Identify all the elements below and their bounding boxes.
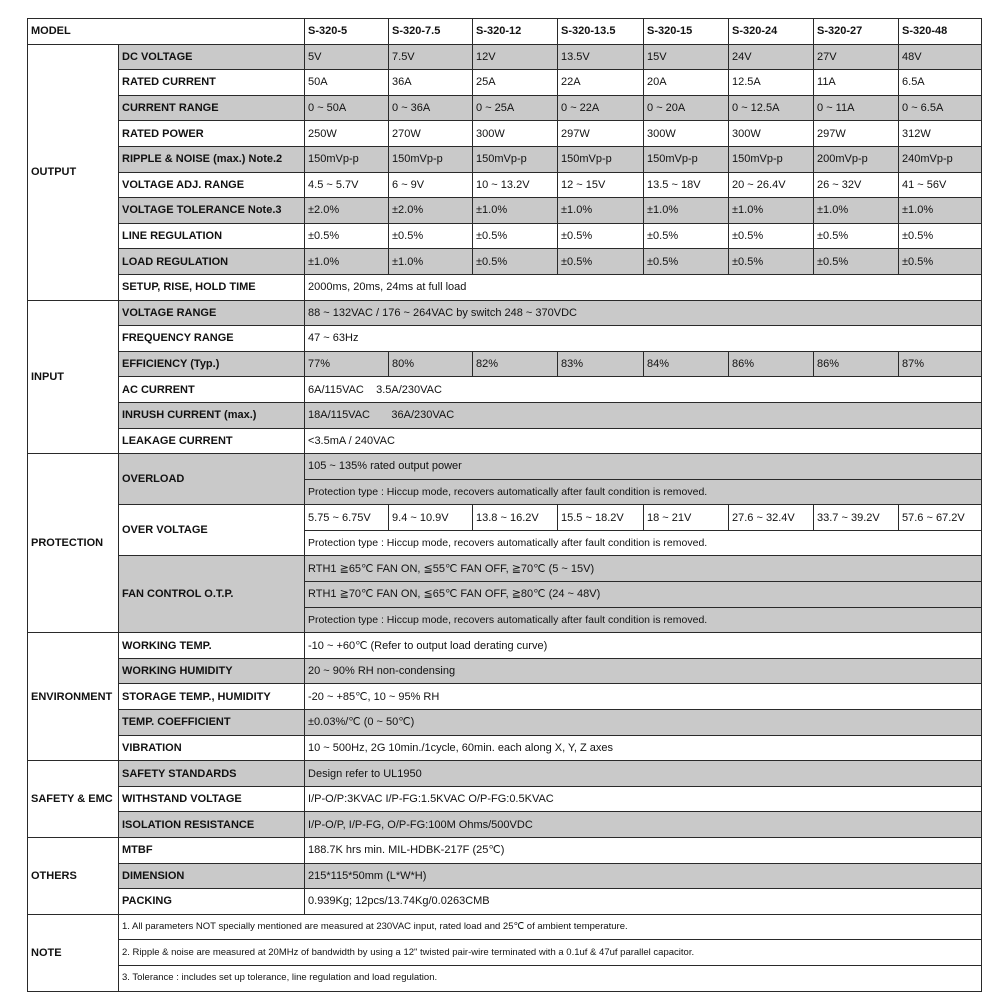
value-cell: 36A <box>389 70 473 96</box>
param-label: AC CURRENT <box>119 377 305 403</box>
value-cell: 312W <box>899 121 982 147</box>
row-setup-rise-hold <box>28 274 982 300</box>
param-label: RATED CURRENT <box>119 70 305 96</box>
value-cell: 0.939Kg; 12pcs/13.74Kg/0.0263CMB <box>305 889 982 915</box>
param-label: FAN CONTROL O.T.P. <box>119 556 305 633</box>
param-label: INRUSH CURRENT (max.) <box>119 402 305 428</box>
value-cell: Protection type : Hiccup mode, recovers automatically after fault condition is removed. <box>305 479 982 505</box>
value-cell: 27V <box>814 44 899 70</box>
row-temp-coefficient <box>28 710 982 736</box>
row-packing <box>28 889 982 915</box>
value-cell: ±0.5% <box>644 223 729 249</box>
param-label: MTBF <box>119 838 305 864</box>
row-dimension <box>28 863 982 889</box>
param-label: ISOLATION RESISTANCE <box>119 812 305 838</box>
category-safety-emc: SAFETY & EMC <box>28 761 119 838</box>
row-storage <box>28 684 982 710</box>
param-label: FREQUENCY RANGE <box>119 326 305 352</box>
value-cell: 84% <box>644 351 729 377</box>
value-cell: 27.6 ~ 32.4V <box>729 505 814 531</box>
row-note-3 <box>28 965 982 991</box>
value-cell: 13.5 ~ 18V <box>644 172 729 198</box>
value-cell: 11A <box>814 70 899 96</box>
category-protection: PROTECTION <box>28 454 119 633</box>
value-cell: 26 ~ 32V <box>814 172 899 198</box>
model-cell: S-320-15 <box>644 19 729 45</box>
value-cell: -20 ~ +85℃, 10 ~ 95% RH <box>305 684 982 710</box>
value-cell: ±1.0% <box>558 198 644 224</box>
model-cell: S-320-24 <box>729 19 814 45</box>
value-cell: 80% <box>389 351 473 377</box>
param-label: PACKING <box>119 889 305 915</box>
value-cell: 105 ~ 135% rated output power <box>305 454 982 480</box>
note-item: 3. Tolerance : includes set up tolerance, line regulation and load regulation. <box>119 965 982 991</box>
model-label: MODEL <box>28 19 305 45</box>
value-cell: 300W <box>473 121 558 147</box>
value-cell: 24V <box>729 44 814 70</box>
param-label: LINE REGULATION <box>119 223 305 249</box>
value-cell: 47 ~ 63Hz <box>305 326 982 352</box>
value-cell: 150mVp-p <box>644 146 729 172</box>
value-cell: 10 ~ 500Hz, 2G 10min./1cycle, 60min. each along X, Y, Z axes <box>305 735 982 761</box>
value-cell: 25A <box>473 70 558 96</box>
value-cell: 33.7 ~ 39.2V <box>814 505 899 531</box>
value-cell: ±0.5% <box>473 223 558 249</box>
value-cell: ±2.0% <box>389 198 473 224</box>
value-cell: 22A <box>558 70 644 96</box>
value-cell: 10 ~ 13.2V <box>473 172 558 198</box>
value-cell: ±0.5% <box>814 223 899 249</box>
value-cell: 0 ~ 25A <box>473 95 558 121</box>
value-cell: ±1.0% <box>899 198 982 224</box>
value-cell: 0 ~ 6.5A <box>899 95 982 121</box>
param-label: DIMENSION <box>119 863 305 889</box>
value-cell: 5.75 ~ 6.75V <box>305 505 389 531</box>
value-cell: 297W <box>558 121 644 147</box>
value-cell: 13.8 ~ 16.2V <box>473 505 558 531</box>
category-output: OUTPUT <box>28 44 119 300</box>
row-load-regulation <box>28 249 982 275</box>
value-cell: ±0.5% <box>305 223 389 249</box>
value-cell: 6 ~ 9V <box>389 172 473 198</box>
param-label: RATED POWER <box>119 121 305 147</box>
value-cell: 6.5A <box>899 70 982 96</box>
value-cell: 5V <box>305 44 389 70</box>
value-cell: 0 ~ 11A <box>814 95 899 121</box>
row-working-temp <box>28 633 982 659</box>
value-cell: 215*115*50mm (L*W*H) <box>305 863 982 889</box>
value-cell: 300W <box>729 121 814 147</box>
value-cell: 87% <box>899 351 982 377</box>
value-cell: RTH1 ≧70℃ FAN ON, ≦65℃ FAN OFF, ≧80℃ (24 ~ 48V) <box>305 582 982 608</box>
row-mtbf <box>28 838 982 864</box>
param-label: WORKING HUMIDITY <box>119 658 305 684</box>
value-cell: 7.5V <box>389 44 473 70</box>
value-cell: ±1.0% <box>305 249 389 275</box>
model-cell: S-320-27 <box>814 19 899 45</box>
value-cell: ±1.0% <box>814 198 899 224</box>
value-cell: 86% <box>814 351 899 377</box>
row-leakage-current <box>28 428 982 454</box>
param-label: WORKING TEMP. <box>119 633 305 659</box>
category-others: OTHERS <box>28 838 119 915</box>
row-withstand-voltage <box>28 786 982 812</box>
param-label: LOAD REGULATION <box>119 249 305 275</box>
value-cell: 9.4 ~ 10.9V <box>389 505 473 531</box>
category-note: NOTE <box>28 914 119 991</box>
value-cell: 300W <box>644 121 729 147</box>
value-cell: ±1.0% <box>729 198 814 224</box>
param-label: VOLTAGE ADJ. RANGE <box>119 172 305 198</box>
param-label: VOLTAGE TOLERANCE Note.3 <box>119 198 305 224</box>
model-cell: S-320-13.5 <box>558 19 644 45</box>
value-cell: 200mVp-p <box>814 146 899 172</box>
value-cell: ±0.5% <box>558 223 644 249</box>
value-cell: 48V <box>899 44 982 70</box>
row-inrush-current <box>28 402 982 428</box>
value-cell: 0 ~ 36A <box>389 95 473 121</box>
value-cell: I/P-O/P, I/P-FG, O/P-FG:100M Ohms/500VDC <box>305 812 982 838</box>
value-cell: 0 ~ 50A <box>305 95 389 121</box>
value-cell: 20A <box>644 70 729 96</box>
value-cell: 188.7K hrs min. MIL-HDBK-217F (25℃) <box>305 838 982 864</box>
param-label: SAFETY STANDARDS <box>119 761 305 787</box>
value-cell: 15V <box>644 44 729 70</box>
value-cell: 86% <box>729 351 814 377</box>
param-label: TEMP. COEFFICIENT <box>119 710 305 736</box>
value-cell: 88 ~ 132VAC / 176 ~ 264VAC by switch 248 ~ 370VDC <box>305 300 982 326</box>
param-label: DC VOLTAGE <box>119 44 305 70</box>
category-environment: ENVIRONMENT <box>28 633 119 761</box>
value-cell: 150mVp-p <box>729 146 814 172</box>
model-cell: S-320-48 <box>899 19 982 45</box>
row-vibration <box>28 735 982 761</box>
param-label: OVERLOAD <box>119 454 305 505</box>
value-cell: 297W <box>814 121 899 147</box>
row-efficiency <box>28 351 982 377</box>
row-rated-current <box>28 70 982 96</box>
header-row <box>28 19 982 45</box>
value-cell: 82% <box>473 351 558 377</box>
param-label: LEAKAGE CURRENT <box>119 428 305 454</box>
value-cell: ±1.0% <box>389 249 473 275</box>
value-cell: 12 ~ 15V <box>558 172 644 198</box>
model-cell: S-320-12 <box>473 19 558 45</box>
row-ac-current <box>28 377 982 403</box>
value-cell: ±0.03%/℃ (0 ~ 50℃) <box>305 710 982 736</box>
value-cell: ±0.5% <box>729 223 814 249</box>
row-dc-voltage <box>28 44 982 70</box>
value-cell: 12.5A <box>729 70 814 96</box>
param-label: EFFICIENCY (Typ.) <box>119 351 305 377</box>
value-cell: 18A/115VAC 36A/230VAC <box>305 402 982 428</box>
value-cell: ±1.0% <box>473 198 558 224</box>
row-voltage-range <box>28 300 982 326</box>
value-cell: 13.5V <box>558 44 644 70</box>
row-line-regulation <box>28 223 982 249</box>
value-cell: 41 ~ 56V <box>899 172 982 198</box>
param-label: VIBRATION <box>119 735 305 761</box>
value-cell: 0 ~ 20A <box>644 95 729 121</box>
value-cell: ±0.5% <box>729 249 814 275</box>
row-fan-control-1 <box>28 556 982 582</box>
value-cell: 57.6 ~ 67.2V <box>899 505 982 531</box>
param-label: STORAGE TEMP., HUMIDITY <box>119 684 305 710</box>
value-cell: 20 ~ 90% RH non-condensing <box>305 658 982 684</box>
value-cell: 0 ~ 22A <box>558 95 644 121</box>
row-voltage-adj-range <box>28 172 982 198</box>
category-input: INPUT <box>28 300 119 454</box>
value-cell: 18 ~ 21V <box>644 505 729 531</box>
value-cell: ±2.0% <box>305 198 389 224</box>
row-working-humidity <box>28 658 982 684</box>
value-cell: 150mVp-p <box>473 146 558 172</box>
value-cell: 77% <box>305 351 389 377</box>
row-frequency-range <box>28 326 982 352</box>
row-rated-power <box>28 121 982 147</box>
row-current-range <box>28 95 982 121</box>
value-cell: 0 ~ 12.5A <box>729 95 814 121</box>
row-overload-1 <box>28 454 982 480</box>
value-cell: 240mVp-p <box>899 146 982 172</box>
note-item: 2. Ripple & noise are measured at 20MHz of bandwidth by using a 12" twisted pair-wire terminated with a 0.1uf & 47uf parallel capacitor. <box>119 940 982 966</box>
value-cell: ±0.5% <box>814 249 899 275</box>
value-cell: Design refer to UL1950 <box>305 761 982 787</box>
model-cell: S-320-7.5 <box>389 19 473 45</box>
value-cell: ±0.5% <box>389 223 473 249</box>
param-label: SETUP, RISE, HOLD TIME <box>119 274 305 300</box>
value-cell: 2000ms, 20ms, 24ms at full load <box>305 274 982 300</box>
value-cell: ±0.5% <box>644 249 729 275</box>
value-cell: 15.5 ~ 18.2V <box>558 505 644 531</box>
note-item: 1. All parameters NOT specially mentioned are measured at 230VAC input, rated load and 25℃ of ambient temperature. <box>119 914 982 940</box>
row-note-1 <box>28 914 982 940</box>
value-cell: 150mVp-p <box>305 146 389 172</box>
value-cell: 150mVp-p <box>389 146 473 172</box>
value-cell: ±0.5% <box>899 223 982 249</box>
value-cell: ±0.5% <box>899 249 982 275</box>
row-isolation-resistance <box>28 812 982 838</box>
value-cell: RTH1 ≧65℃ FAN ON, ≦55℃ FAN OFF, ≧70℃ (5 ~ 15V) <box>305 556 982 582</box>
value-cell: ±0.5% <box>558 249 644 275</box>
row-over-voltage-1 <box>28 505 982 531</box>
value-cell: Protection type : Hiccup mode, recovers automatically after fault condition is removed. <box>305 607 982 633</box>
value-cell: 20 ~ 26.4V <box>729 172 814 198</box>
row-voltage-tolerance <box>28 198 982 224</box>
param-label: WITHSTAND VOLTAGE <box>119 786 305 812</box>
param-label: CURRENT RANGE <box>119 95 305 121</box>
row-note-2 <box>28 940 982 966</box>
value-cell: 270W <box>389 121 473 147</box>
value-cell: Protection type : Hiccup mode, recovers automatically after fault condition is removed. <box>305 530 982 556</box>
value-cell: <3.5mA / 240VAC <box>305 428 982 454</box>
row-ripple-noise <box>28 146 982 172</box>
value-cell: 12V <box>473 44 558 70</box>
value-cell: -10 ~ +60℃ (Refer to output load derating curve) <box>305 633 982 659</box>
value-cell: I/P-O/P:3KVAC I/P-FG:1.5KVAC O/P-FG:0.5KVAC <box>305 786 982 812</box>
value-cell: 4.5 ~ 5.7V <box>305 172 389 198</box>
value-cell: 6A/115VAC 3.5A/230VAC <box>305 377 982 403</box>
value-cell: 50A <box>305 70 389 96</box>
param-label: RIPPLE & NOISE (max.) Note.2 <box>119 146 305 172</box>
spec-table <box>27 18 982 992</box>
value-cell: 150mVp-p <box>558 146 644 172</box>
param-label: OVER VOLTAGE <box>119 505 305 556</box>
value-cell: ±1.0% <box>644 198 729 224</box>
value-cell: ±0.5% <box>473 249 558 275</box>
row-safety-standards <box>28 761 982 787</box>
value-cell: 83% <box>558 351 644 377</box>
param-label: VOLTAGE RANGE <box>119 300 305 326</box>
model-cell: S-320-5 <box>305 19 389 45</box>
value-cell: 250W <box>305 121 389 147</box>
